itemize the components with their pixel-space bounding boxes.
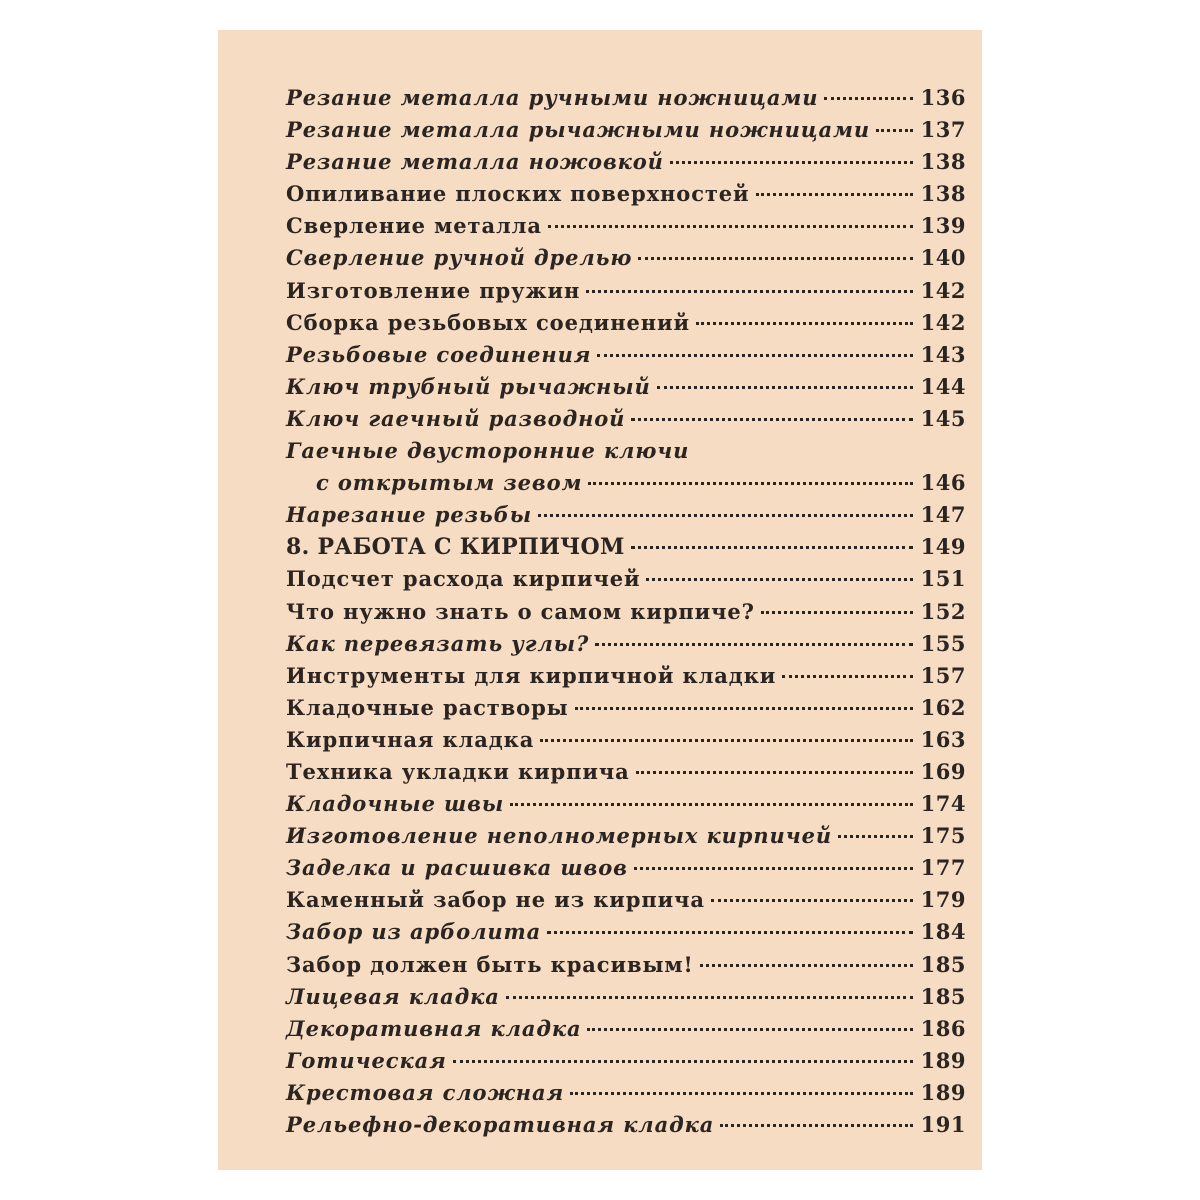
toc-entry bbox=[286, 242, 966, 274]
toc-entry-title: Кирпичная кладка bbox=[286, 726, 535, 752]
toc-entry-title: Как перевязать углы? bbox=[286, 630, 590, 656]
dot-leader bbox=[761, 611, 913, 614]
dot-leader bbox=[636, 771, 913, 774]
toc-entry-title: Что нужно знать о самом кирпиче? bbox=[286, 598, 755, 624]
dot-leader bbox=[453, 1060, 913, 1063]
toc-entry bbox=[286, 82, 966, 114]
toc-entry-title: Ключ трубный рычажный bbox=[286, 373, 651, 399]
toc-entry-page-number: 142 bbox=[920, 309, 966, 335]
toc-entry-title: Нарезание резьбы bbox=[286, 502, 532, 528]
toc-entry-title: Ключ гаечный разводной bbox=[286, 405, 626, 431]
toc-entry bbox=[286, 210, 966, 242]
dot-leader bbox=[756, 193, 913, 196]
toc-entry-title: Готическая bbox=[286, 1047, 447, 1073]
toc-entry-page-number: 137 bbox=[920, 117, 966, 143]
toc-entry bbox=[286, 531, 966, 563]
toc-entry-page-number: 185 bbox=[920, 951, 966, 977]
dot-leader bbox=[634, 867, 913, 870]
table-of-contents bbox=[286, 82, 966, 1141]
dot-leader bbox=[782, 675, 912, 678]
toc-entry bbox=[286, 435, 966, 467]
toc-entry-title: Техника укладки кирпича bbox=[286, 758, 630, 784]
toc-entry bbox=[286, 403, 966, 435]
toc-entry-page-number: 157 bbox=[920, 662, 966, 688]
toc-entry bbox=[286, 114, 966, 146]
toc-entry-title: Крестовая сложная bbox=[286, 1079, 565, 1105]
toc-entry-page-number: 142 bbox=[920, 277, 966, 303]
toc-entry-page-number: 140 bbox=[920, 245, 966, 271]
dot-leader bbox=[510, 803, 913, 806]
toc-entry-title: Резьбовые соединения bbox=[286, 341, 592, 367]
toc-entry bbox=[286, 820, 966, 852]
toc-entry bbox=[286, 499, 966, 531]
toc-entry-title: Резание металла ручными ножницами bbox=[286, 85, 819, 110]
toc-entry-page-number: 191 bbox=[920, 1112, 966, 1137]
toc-entry-title: Резание металла ножовкой bbox=[286, 149, 664, 175]
toc-entry-title: 8. РАБОТА С КИРПИЧОМ bbox=[286, 534, 625, 561]
toc-entry-title: Сверление ручной дрелью bbox=[286, 245, 633, 271]
toc-entry-title: Сверление металла bbox=[286, 213, 542, 239]
toc-entry-page-number: 185 bbox=[920, 983, 966, 1009]
book-page bbox=[218, 30, 982, 1170]
toc-entry-title: Изготовление неполномерных кирпичей bbox=[286, 823, 833, 849]
toc-entry-page-number: 145 bbox=[920, 405, 966, 431]
toc-entry-page-number: 146 bbox=[920, 470, 966, 496]
toc-entry-page-number: 147 bbox=[920, 502, 966, 528]
toc-entry bbox=[286, 1045, 966, 1077]
toc-entry-title: Кладочные швы bbox=[286, 791, 505, 817]
toc-entry bbox=[286, 660, 966, 692]
toc-entry-page-number: 174 bbox=[920, 791, 966, 817]
toc-entry bbox=[286, 1013, 966, 1045]
dot-leader bbox=[670, 161, 913, 164]
toc-entry-title: Гаечные двусторонние ключи bbox=[286, 438, 690, 464]
toc-entry-title: Заделка и расшивка швов bbox=[286, 855, 628, 881]
toc-entry bbox=[286, 596, 966, 628]
toc-entry bbox=[286, 178, 966, 210]
dot-leader bbox=[657, 386, 913, 389]
toc-entry bbox=[286, 467, 966, 499]
toc-entry-page-number: 184 bbox=[920, 919, 966, 945]
toc-entry bbox=[286, 916, 966, 948]
toc-entry-page-number: 139 bbox=[920, 213, 966, 239]
toc-entry-page-number: 177 bbox=[920, 855, 966, 881]
dot-leader bbox=[506, 996, 913, 999]
toc-entry-page-number: 138 bbox=[920, 149, 966, 175]
toc-entry bbox=[286, 949, 966, 981]
dot-leader bbox=[631, 546, 913, 549]
toc-entry-title: Изготовление пружин bbox=[286, 277, 581, 303]
toc-entry-page-number: 136 bbox=[920, 85, 966, 110]
toc-entry-title: Инструменты для кирпичной кладки bbox=[286, 662, 777, 688]
toc-entry-page-number: 179 bbox=[920, 887, 966, 913]
toc-entry-title: Забор из арболита bbox=[286, 919, 542, 945]
toc-entry-page-number: 189 bbox=[920, 1047, 966, 1073]
dot-leader bbox=[588, 482, 912, 485]
toc-entry bbox=[286, 852, 966, 884]
toc-entry bbox=[286, 275, 966, 307]
toc-entry-page-number: 155 bbox=[920, 630, 966, 656]
toc-entry bbox=[286, 692, 966, 724]
dot-leader bbox=[570, 1092, 913, 1095]
toc-entry-title: Опиливание плоских поверхностей bbox=[286, 181, 750, 207]
toc-entry bbox=[286, 628, 966, 660]
toc-entry-page-number: 189 bbox=[920, 1079, 966, 1105]
toc-entry-title: Резание металла рычажными ножницами bbox=[286, 117, 871, 143]
toc-entry bbox=[286, 724, 966, 756]
dot-leader bbox=[876, 129, 913, 132]
dot-leader bbox=[638, 257, 912, 260]
toc-entry-title: Лицевая кладка bbox=[286, 983, 500, 1009]
toc-entry-title: Рельефно-декоративная кладка bbox=[286, 1112, 715, 1137]
dot-leader bbox=[824, 97, 912, 100]
toc-entry bbox=[286, 884, 966, 916]
toc-entry-title: Каменный забор не из кирпича bbox=[286, 887, 705, 913]
toc-entry-page-number: 152 bbox=[920, 598, 966, 624]
dot-leader bbox=[586, 290, 912, 293]
dot-leader bbox=[631, 418, 912, 421]
toc-entry bbox=[286, 981, 966, 1013]
toc-entry-title: Декоративная кладка bbox=[286, 1015, 582, 1041]
toc-entry-page-number: 162 bbox=[920, 694, 966, 720]
toc-entry-title: Подсчет расхода кирпичей bbox=[286, 566, 641, 592]
toc-entry-page-number: 143 bbox=[920, 341, 966, 367]
dot-leader bbox=[597, 354, 912, 357]
toc-entry-title: Сборка резьбовых соединений bbox=[286, 309, 690, 335]
toc-entry bbox=[286, 1077, 966, 1109]
toc-entry bbox=[286, 563, 966, 595]
dot-leader bbox=[547, 931, 913, 934]
toc-entry bbox=[286, 307, 966, 339]
dot-leader bbox=[720, 1124, 912, 1127]
toc-entry bbox=[286, 339, 966, 371]
toc-entry-page-number: 163 bbox=[920, 726, 966, 752]
dot-leader bbox=[700, 964, 913, 967]
toc-entry-page-number: 149 bbox=[920, 534, 966, 560]
toc-entry bbox=[286, 788, 966, 820]
dot-leader bbox=[540, 739, 912, 742]
dot-leader bbox=[696, 322, 913, 325]
dot-leader bbox=[646, 578, 912, 581]
dot-leader bbox=[838, 835, 913, 838]
toc-entry-title: Забор должен быть красивым! bbox=[286, 951, 694, 977]
dot-leader bbox=[711, 899, 913, 902]
toc-entry bbox=[286, 756, 966, 788]
toc-entry-page-number: 186 bbox=[920, 1015, 966, 1041]
dot-leader bbox=[595, 643, 912, 646]
toc-entry-page-number: 138 bbox=[920, 181, 966, 207]
toc-entry-page-number: 169 bbox=[920, 758, 966, 784]
toc-entry bbox=[286, 1109, 966, 1141]
toc-entry bbox=[286, 146, 966, 178]
dot-leader bbox=[575, 707, 913, 710]
toc-entry-title: с открытым зевом bbox=[316, 470, 583, 496]
toc-entry-page-number: 151 bbox=[920, 566, 966, 592]
dot-leader bbox=[587, 1028, 912, 1031]
toc-entry-page-number: 175 bbox=[920, 823, 966, 849]
toc-entry-page-number: 144 bbox=[920, 373, 966, 399]
dot-leader bbox=[548, 225, 913, 228]
toc-entry-title: Кладочные растворы bbox=[286, 694, 569, 720]
toc-entry bbox=[286, 371, 966, 403]
dot-leader bbox=[538, 514, 913, 517]
